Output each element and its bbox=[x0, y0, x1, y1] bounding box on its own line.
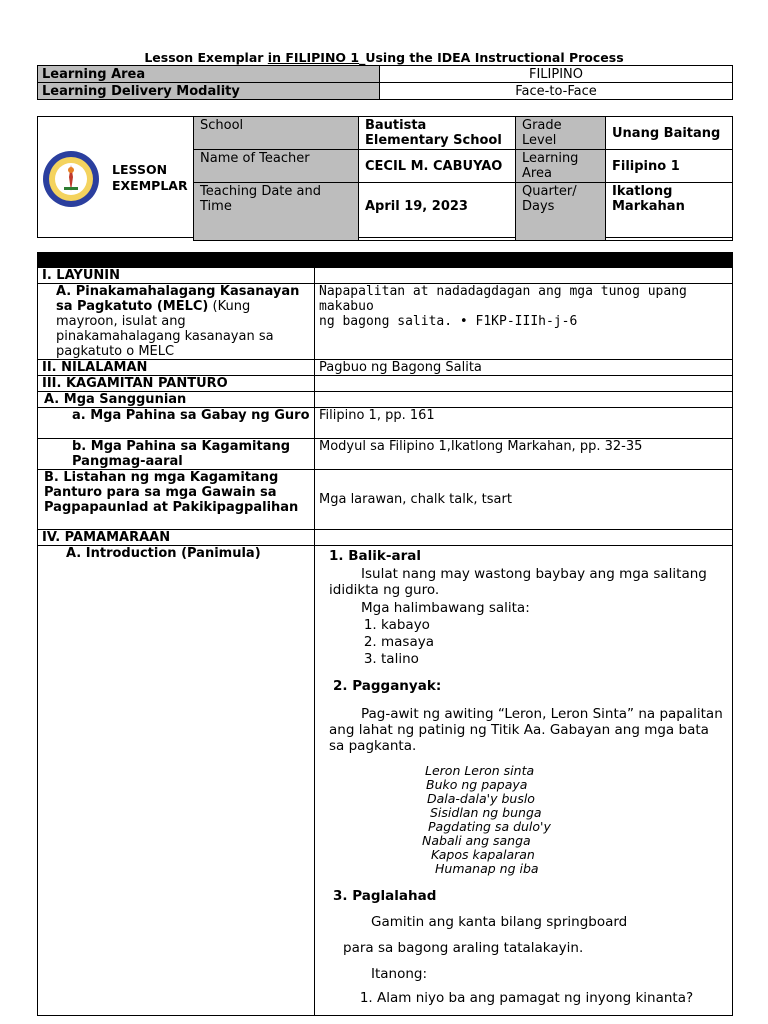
date-value: April 19, 2023 bbox=[359, 183, 516, 241]
school-value: Bautista Elementary School bbox=[359, 117, 516, 150]
melc-value: Napapalitan at nadadagdagan ang mga tunog upang makabuo ng bagong salita. • F1KP-IIIh-j-6 bbox=[315, 284, 733, 360]
quarter-value: Ikatlong Markahan bbox=[606, 183, 733, 241]
learning-area-label: Learning Area bbox=[38, 66, 380, 83]
document-title: Lesson Exemplar in FILIPINO 1_Using the IDEA Instructional Process bbox=[144, 50, 624, 65]
modality-label: Learning Delivery Modality bbox=[38, 83, 380, 100]
kagamitang-label: b. Mga Pahina sa Kagamitang Pangmag-aaral bbox=[38, 439, 315, 470]
pamamaraan-heading: IV. PAMAMARAAN bbox=[38, 530, 315, 546]
header-cell-left bbox=[38, 253, 315, 268]
pagganyak-title: 2. Pagganyak: bbox=[333, 678, 442, 694]
paglalahad-text-1: Gamitin ang kanta bilang springboard bbox=[371, 914, 628, 930]
list-item: 3. talino bbox=[381, 651, 728, 668]
question-list bbox=[329, 990, 728, 1006]
itanong-label: Itanong: bbox=[371, 966, 428, 982]
gabay-value: Filipino 1, pp. 161 bbox=[315, 408, 733, 439]
paglalahad-title: 3. Paglalahad bbox=[333, 888, 437, 904]
modality-value: Face-to-Face bbox=[380, 83, 733, 100]
listahan-label: B. Listahan ng mga Kagamitang Panturo para sa mga Gawain sa Pagpapaunlad at Pakikipagpalihan bbox=[38, 470, 315, 530]
quarter-label: Quarter/ Days bbox=[516, 183, 606, 241]
date-label: Teaching Date and Time bbox=[194, 183, 359, 241]
list-item: 1. Alam niyo ba ang pamagat ng inyong kinanta? bbox=[377, 990, 728, 1006]
sanggunian-heading: A. Mga Sanggunian bbox=[38, 392, 315, 408]
teacher-value: CECIL M. CABUYAO bbox=[359, 150, 516, 183]
layunin-heading: I. LAYUNIN bbox=[38, 268, 315, 284]
nilalaman-value: Pagbuo ng Bagong Salita bbox=[315, 360, 733, 376]
header-cell-right bbox=[315, 253, 733, 268]
school-label: School bbox=[194, 117, 359, 150]
grade-label: Grade Level bbox=[516, 117, 606, 150]
pagganyak-text: Pag-awit ng awiting “Leron, Leron Sinta” na papalitan ang lahat ng patinig ng Titik Aa. Gabayan ang mga bata sa pagkanta. bbox=[329, 706, 723, 754]
halimbawa-label: Mga halimbawang salita: bbox=[361, 600, 530, 616]
paglalahad-text-2: para sa bagong araling tatalakayin. bbox=[343, 940, 584, 956]
word-list bbox=[329, 617, 728, 668]
gabay-label: a. Mga Pahina sa Gabay ng Guro bbox=[38, 408, 315, 439]
lesson-exemplar-label: LESSON EXEMPLAR bbox=[112, 162, 188, 193]
school-seal-logo bbox=[42, 150, 100, 208]
learning-area-table bbox=[37, 65, 733, 100]
listahan-value: Mga larawan, chalk talk, tsart bbox=[315, 470, 733, 530]
melc-label: A. Pinakamahalagang Kasanayan sa Pagkatuto (MELC) (Kung mayroon, isulat ang pinakamahalagang kasanayan sa pagkatuto o MELC bbox=[38, 284, 315, 360]
info-learning-area-value: Filipino 1 bbox=[606, 150, 733, 183]
list-item: 2. masaya bbox=[381, 634, 728, 651]
introduction-content bbox=[315, 546, 733, 1016]
list-item: 1. kabayo bbox=[381, 617, 728, 634]
teacher-label: Name of Teacher bbox=[194, 150, 359, 183]
kagamitan-heading: III. KAGAMITAN PANTURO bbox=[38, 376, 315, 392]
introduction-label: A. Introduction (Panimula) bbox=[38, 546, 315, 1016]
lesson-plan-table bbox=[37, 252, 733, 1016]
info-learning-area-label: Learning Area bbox=[516, 150, 606, 183]
lesson-info-table bbox=[193, 116, 733, 241]
kagamitang-value: Modyul sa Filipino 1,Ikatlong Markahan, pp. 32-35 bbox=[315, 439, 733, 470]
nilalaman-heading: II. NILALAMAN bbox=[38, 360, 315, 376]
balik-aral-title: 1. Balik-aral bbox=[329, 548, 421, 564]
balik-aral-text: Isulat nang may wastong baybay ang mga salitang ididikta ng guro. bbox=[329, 566, 707, 598]
learning-area-value: FILIPINO bbox=[380, 66, 733, 83]
grade-value: Unang Baitang bbox=[606, 117, 733, 150]
song-lyrics: Leron Leron sinta Buko ng papaya Dala-dala'y buslo Sisidlan ng bunga Pagdating sa dulo'y Nabali ang sanga Kapos kapalaran Humanap ng iba bbox=[422, 763, 551, 876]
